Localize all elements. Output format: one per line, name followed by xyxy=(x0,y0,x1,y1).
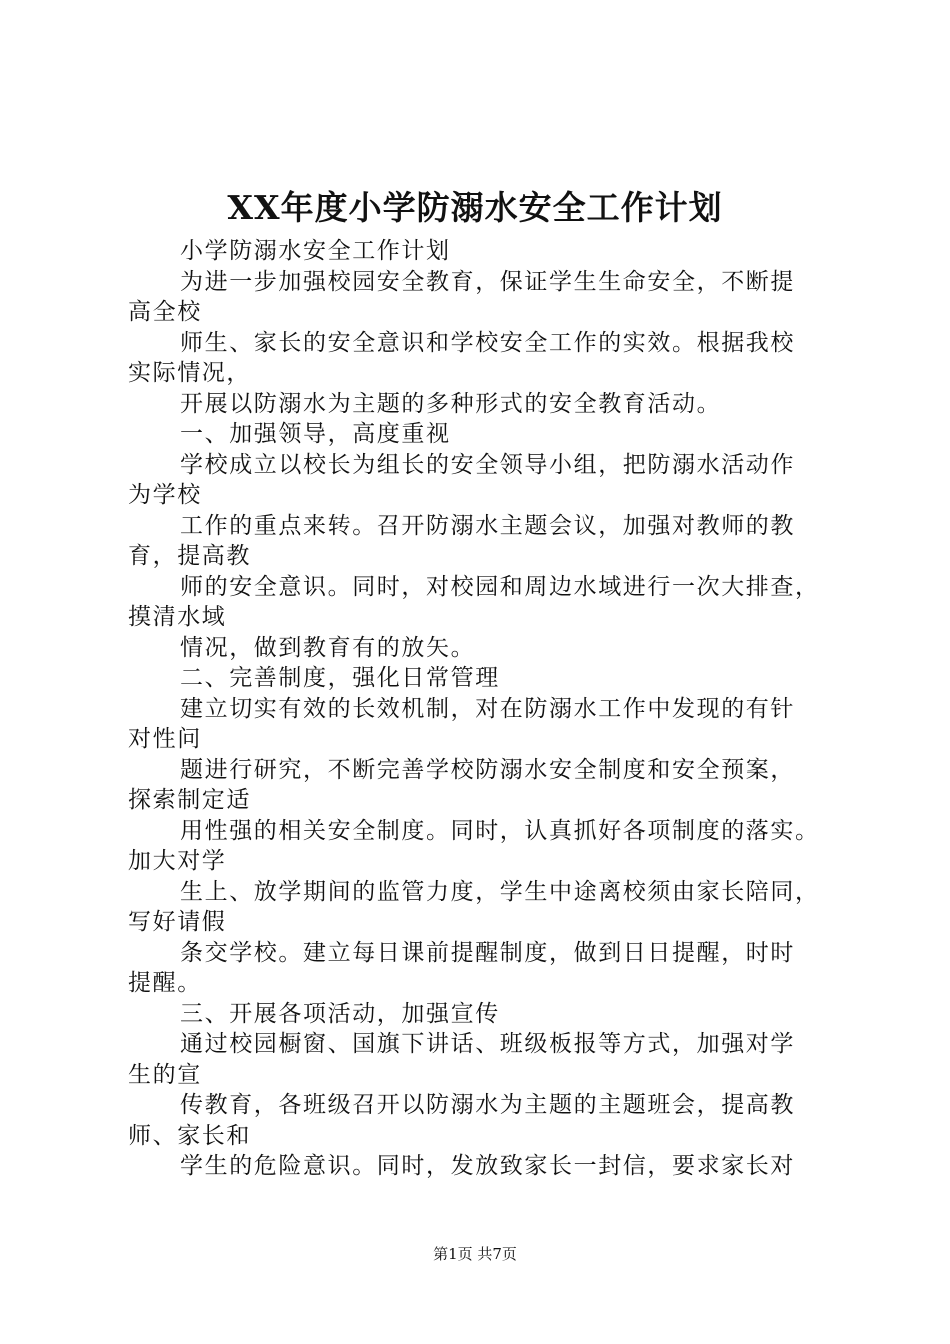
text-line: 高全校 xyxy=(128,299,202,325)
text-line: 提醒。 xyxy=(128,970,202,996)
text-line: 生的宣 xyxy=(128,1061,202,1088)
text-line: 题进行研究，不断完善学校防溺水安全制度和安全预案， xyxy=(180,756,795,783)
text-line: 写好请假 xyxy=(128,909,227,935)
text-line: 二、完善制度，强化日常管理 xyxy=(180,665,500,691)
page-footer: 第1页 共7页 xyxy=(433,1245,517,1263)
text-line: 为进一步加强校园安全教育，保证学生生命安全，不断提 xyxy=(180,268,795,295)
text-line: 传教育，各班级召开以防溺水为主题的主题班会，提高教 xyxy=(180,1092,795,1118)
text-line: 师的安全意识。同时，对校园和周边水域进行一次大排查， xyxy=(180,573,820,600)
text-line: 条交学校。建立每日课前提醒制度，做到日日提醒，时时 xyxy=(180,939,795,966)
text-line: 加大对学 xyxy=(128,848,227,874)
text-line: 生上、放学期间的监管力度，学生中途离校须由家长陪同， xyxy=(180,878,820,905)
text-line: 三、开展各项活动，加强宣传 xyxy=(180,1000,500,1027)
text-line: 师、家长和 xyxy=(128,1122,251,1149)
text-line: 建立切实有效的长效机制，对在防溺水工作中发现的有针 xyxy=(180,695,795,722)
text-line: 实际情况， xyxy=(128,360,251,386)
text-line: 摸清水域 xyxy=(128,604,227,630)
text-line: 通过校园橱窗、国旗下讲话、班级板报等方式，加强对学 xyxy=(180,1031,795,1057)
text-line: 工作的重点来转。召开防溺水主题会议，加强对教师的教 xyxy=(180,512,795,539)
text-line: 小学防溺水安全工作计划 xyxy=(180,238,451,264)
text-line: 对性问 xyxy=(128,726,202,752)
text-line: 为学校 xyxy=(128,482,202,508)
text-line: 用性强的相关安全制度。同时，认真抓好各项制度的落实。 xyxy=(180,817,820,844)
text-line: 育，提高教 xyxy=(128,543,251,569)
document-body xyxy=(128,236,848,1182)
text-line: 师生、家长的安全意识和学校安全工作的实效。根据我校 xyxy=(180,329,795,356)
text-line: 探索制定适 xyxy=(128,787,251,813)
text-line: 一、加强领导，高度重视 xyxy=(180,421,451,447)
text-line: 学生的危险意识。同时，发放致家长一封信，要求家长对 xyxy=(180,1153,795,1179)
text-line: 情况，做到教育有的放矢。 xyxy=(180,634,476,661)
text-line: 开展以防溺水为主题的多种形式的安全教育活动。 xyxy=(180,390,722,417)
document-title: XX年度小学防溺水安全工作计划 xyxy=(227,188,723,227)
text-line: 学校成立以校长为组长的安全领导小组，把防溺水活动作 xyxy=(180,451,795,478)
